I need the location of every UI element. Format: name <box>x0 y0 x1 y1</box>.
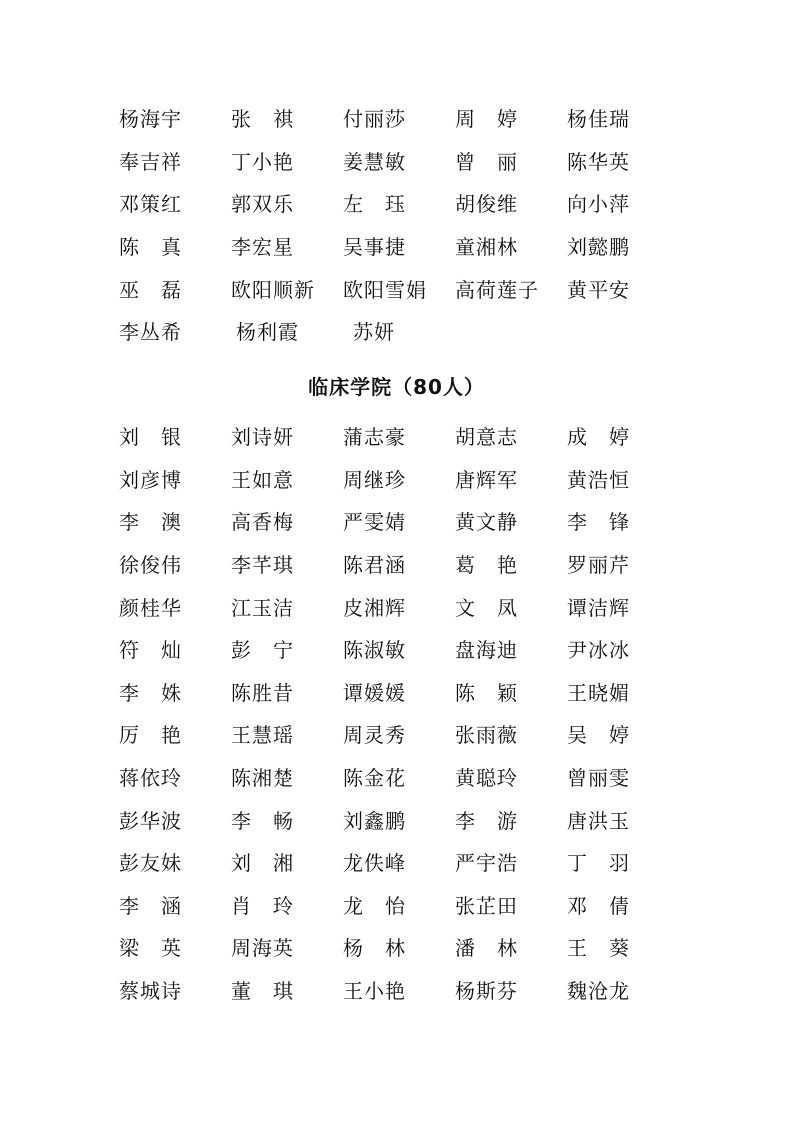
name-cell: 邓策红 <box>119 192 182 217</box>
name-cell: 彭友妹 <box>119 851 182 876</box>
name-row <box>119 970 679 1013</box>
name-cell: 付丽莎 <box>343 107 406 132</box>
name-cell: 苏妍 <box>353 320 395 345</box>
name-cell: 陈湘楚 <box>231 766 294 791</box>
name-row <box>119 842 679 885</box>
name-cell: 成 婷 <box>567 425 630 450</box>
name-cell: 张雨薇 <box>455 723 518 748</box>
name-cell: 杨斯芬 <box>455 979 518 1004</box>
name-row <box>119 416 679 459</box>
name-row <box>119 183 679 226</box>
name-cell: 陈华英 <box>567 149 630 174</box>
name-cell: 刘懿鹏 <box>567 235 630 260</box>
name-cell: 童湘林 <box>455 235 518 260</box>
name-cell: 文 凤 <box>455 595 518 620</box>
name-cell: 欧阳顺新 <box>231 277 315 302</box>
name-cell: 欧阳雪娟 <box>343 277 427 302</box>
name-cell: 李 澳 <box>119 510 182 535</box>
name-cell: 唐洪玉 <box>567 808 630 833</box>
name-row <box>119 757 679 800</box>
name-cell: 谭洁辉 <box>567 595 630 620</box>
name-cell: 左 珏 <box>343 192 406 217</box>
name-cell: 刘 湘 <box>231 851 294 876</box>
name-row <box>119 586 679 629</box>
name-row <box>119 672 679 715</box>
name-cell: 陈淑敏 <box>343 638 406 663</box>
name-cell: 郭双乐 <box>231 192 294 217</box>
name-cell: 吴事捷 <box>343 235 406 260</box>
name-cell: 罗丽芹 <box>567 553 630 578</box>
name-row <box>119 501 679 544</box>
name-cell: 魏沧龙 <box>567 979 630 1004</box>
name-cell: 周 婷 <box>455 107 518 132</box>
name-row <box>119 459 679 502</box>
name-cell: 谭媛媛 <box>343 680 406 705</box>
name-cell: 陈 真 <box>119 235 182 260</box>
name-cell: 李 姝 <box>119 680 182 705</box>
name-cell: 黄聪玲 <box>455 766 518 791</box>
name-cell: 厉 艳 <box>119 723 182 748</box>
name-cell: 高香梅 <box>231 510 294 535</box>
name-row <box>119 141 679 184</box>
name-cell: 黄平安 <box>567 277 630 302</box>
name-cell: 肖 玲 <box>231 893 294 918</box>
name-cell: 唐辉军 <box>455 467 518 492</box>
name-cell: 张芷田 <box>455 893 518 918</box>
name-cell: 葛 艳 <box>455 553 518 578</box>
name-cell: 李 游 <box>455 808 518 833</box>
name-cell: 颜桂华 <box>119 595 182 620</box>
name-cell: 盘海迪 <box>455 638 518 663</box>
name-row <box>119 311 679 354</box>
name-cell: 巫 磊 <box>119 277 182 302</box>
name-cell: 李 畅 <box>231 808 294 833</box>
name-cell: 杨佳瑞 <box>567 107 630 132</box>
name-cell: 陈胜昔 <box>231 680 294 705</box>
name-cell: 王如意 <box>231 467 294 492</box>
name-row <box>119 927 679 970</box>
name-cell: 李 锋 <box>567 510 630 535</box>
name-row <box>119 268 679 311</box>
name-cell: 向小萍 <box>567 192 630 217</box>
name-cell: 陈金花 <box>343 766 406 791</box>
name-cell: 李丛希 <box>119 320 182 345</box>
name-cell: 陈君涵 <box>343 553 406 578</box>
name-cell: 严雯婧 <box>343 510 406 535</box>
name-cell: 周继珍 <box>343 467 406 492</box>
name-cell: 董 琪 <box>231 979 294 1004</box>
name-cell: 陈 颖 <box>455 680 518 705</box>
name-cell: 杨 林 <box>343 936 406 961</box>
name-row <box>119 98 679 141</box>
name-cell: 严宇浩 <box>455 851 518 876</box>
name-cell: 彭华波 <box>119 808 182 833</box>
name-cell: 刘 银 <box>119 425 182 450</box>
name-row <box>119 885 679 928</box>
name-cell: 李 涵 <box>119 893 182 918</box>
name-cell: 曾 丽 <box>455 149 518 174</box>
name-cell: 邓 倩 <box>567 893 630 918</box>
name-cell: 杨利霞 <box>236 320 299 345</box>
name-cell: 龙 怡 <box>343 893 406 918</box>
name-cell: 符 灿 <box>119 638 182 663</box>
name-list-clinical <box>119 416 679 1012</box>
name-cell: 蒲志豪 <box>343 425 406 450</box>
name-cell: 杨海宇 <box>119 107 182 132</box>
name-cell: 黄文静 <box>455 510 518 535</box>
name-row <box>119 544 679 587</box>
name-cell: 刘诗妍 <box>231 425 294 450</box>
name-cell: 尹冰冰 <box>567 638 630 663</box>
name-list-top <box>119 98 679 354</box>
name-cell: 吴 婷 <box>567 723 630 748</box>
name-cell: 黄浩恒 <box>567 467 630 492</box>
name-cell: 丁 羽 <box>567 851 630 876</box>
name-cell: 李宏星 <box>231 235 294 260</box>
name-cell: 彭 宁 <box>231 638 294 663</box>
name-cell: 潘 林 <box>455 936 518 961</box>
name-cell: 奉吉祥 <box>119 149 182 174</box>
name-cell: 胡意志 <box>455 425 518 450</box>
name-row <box>119 714 679 757</box>
name-row <box>119 226 679 269</box>
name-cell: 李芊琪 <box>231 553 294 578</box>
name-cell: 蒋依玲 <box>119 766 182 791</box>
name-cell: 蔡城诗 <box>119 979 182 1004</box>
name-cell: 刘彦博 <box>119 467 182 492</box>
name-row <box>119 799 679 842</box>
name-cell: 刘鑫鹏 <box>343 808 406 833</box>
name-cell: 皮湘辉 <box>343 595 406 620</box>
name-cell: 王晓媚 <box>567 680 630 705</box>
name-cell: 王小艳 <box>343 979 406 1004</box>
name-cell: 姜慧敏 <box>343 149 406 174</box>
name-cell: 徐俊伟 <box>119 553 182 578</box>
name-cell: 张 祺 <box>231 107 294 132</box>
name-row <box>119 629 679 672</box>
name-cell: 梁 英 <box>119 936 182 961</box>
section-heading: 临床学院（80人） <box>308 375 485 399</box>
name-cell: 曾丽雯 <box>567 766 630 791</box>
name-cell: 江玉洁 <box>231 595 294 620</box>
name-cell: 龙佚峰 <box>343 851 406 876</box>
name-cell: 周海英 <box>231 936 294 961</box>
name-cell: 高荷莲子 <box>455 277 539 302</box>
name-cell: 胡俊维 <box>455 192 518 217</box>
name-cell: 周灵秀 <box>343 723 406 748</box>
name-cell: 王慧瑶 <box>231 723 294 748</box>
name-cell: 王 葵 <box>567 936 630 961</box>
name-cell: 丁小艳 <box>231 149 294 174</box>
